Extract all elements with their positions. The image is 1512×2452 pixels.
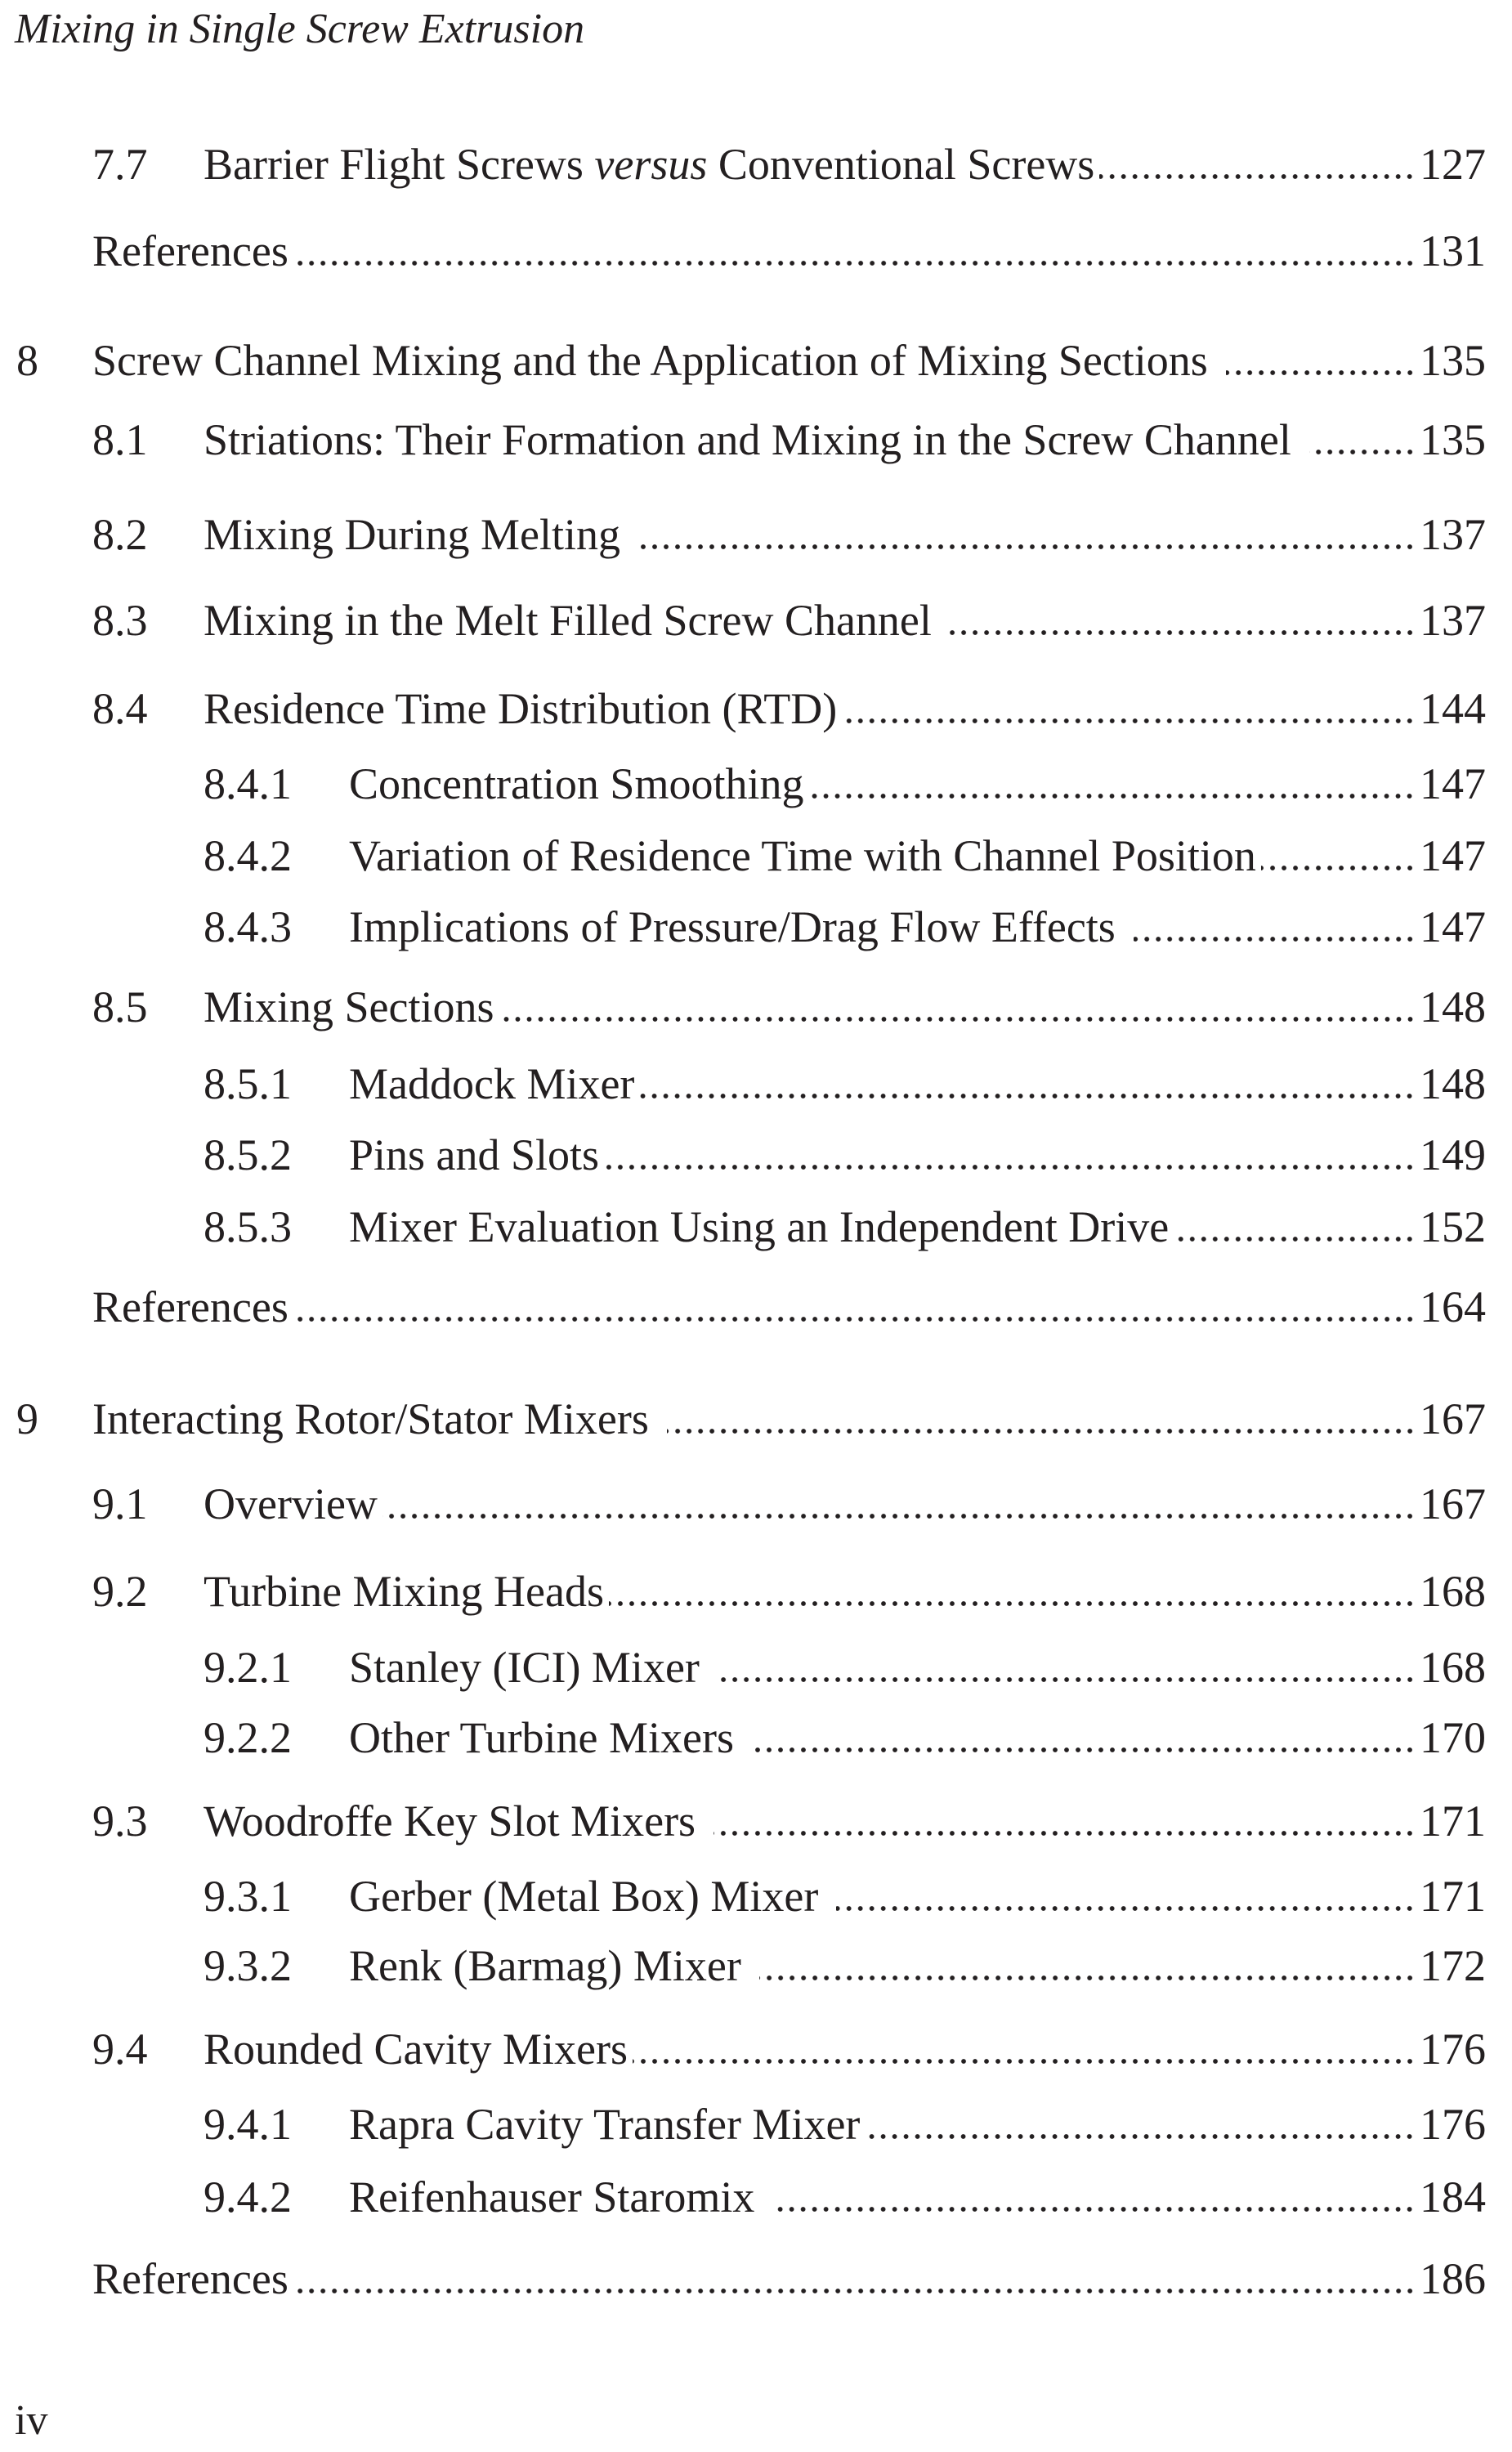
page-number: 168	[1420, 1567, 1486, 1616]
page-number: 147	[1420, 902, 1486, 951]
dot-leader	[1134, 934, 1416, 949]
dot-leader	[950, 628, 1416, 642]
subsection-number: 8.4.3	[204, 902, 292, 951]
section-number: 9.1	[92, 1479, 148, 1528]
chapter-title: Screw Channel Mixing and the Application of Mixing Sections	[92, 336, 1208, 385]
subsection-number: 8.4.2	[204, 831, 292, 880]
page-number: 176	[1420, 2025, 1486, 2074]
page-number: 184	[1420, 2172, 1486, 2222]
subsection-title: Gerber (Metal Box) Mixer	[349, 1872, 819, 1921]
subsection-title: Stanley (ICI) Mixer	[349, 1643, 700, 1692]
subsection-title: Maddock Mixer	[349, 1059, 635, 1108]
dot-leader	[1261, 863, 1416, 878]
section-number: 8.3	[92, 596, 148, 645]
section-title: References	[92, 2254, 289, 2303]
dot-leader	[638, 542, 1416, 557]
section-title: Turbine Mixing Heads	[204, 1567, 605, 1616]
page-number: 167	[1420, 1394, 1486, 1443]
section-number: 9.2	[92, 1567, 148, 1616]
page-number: 137	[1420, 596, 1486, 645]
toc-entry-9-3-2[interactable]	[204, 1941, 1486, 1990]
dot-leader	[772, 2204, 1416, 2219]
running-head: Mixing in Single Screw Extrusion	[15, 6, 585, 52]
section-number: 7.7	[92, 140, 148, 189]
section-number: 8.5	[92, 982, 148, 1031]
toc-entry-references[interactable]	[92, 2254, 1486, 2303]
section-title: Mixing Sections	[204, 982, 494, 1031]
page-number: 170	[1420, 1713, 1486, 1762]
subsection-title: Variation of Residence Time with Channel Position	[349, 831, 1256, 880]
section-title: Overview	[204, 1479, 378, 1528]
dot-leader	[667, 1426, 1416, 1441]
toc-entry-8-5-3[interactable]	[204, 1202, 1486, 1251]
dot-leader	[865, 2132, 1416, 2146]
page-number: 131	[1420, 226, 1486, 275]
dot-leader	[604, 1162, 1416, 1177]
subsection-number: 8.4.1	[204, 759, 292, 808]
dot-leader	[714, 1828, 1416, 1843]
subsection-number: 9.3.1	[204, 1872, 292, 1921]
section-title: References	[92, 226, 289, 275]
toc-entry-references[interactable]	[92, 1282, 1486, 1331]
subsection-title: Mixer Evaluation Using an Independent Drive	[349, 1202, 1170, 1251]
toc-entry-8-4[interactable]	[92, 684, 1486, 733]
dot-leader	[1099, 172, 1416, 186]
page-number: 168	[1420, 1643, 1486, 1692]
page-number: 144	[1420, 684, 1486, 733]
subsection-title: Renk (Barmag) Mixer	[349, 1941, 741, 1990]
section-number: 8.1	[92, 415, 148, 464]
page-number: 148	[1420, 982, 1486, 1031]
toc-entry-9-3-1[interactable]	[204, 1872, 1486, 1921]
title-part-italic: versus	[594, 140, 708, 189]
dot-leader	[293, 1314, 1416, 1329]
page-number: 176	[1420, 2100, 1486, 2149]
toc-entry-9-2-1[interactable]	[204, 1643, 1486, 1692]
dot-leader	[382, 1511, 1416, 1526]
dot-leader	[1226, 368, 1416, 383]
toc-entry-9-2[interactable]	[92, 1567, 1486, 1616]
toc-entry-9-1[interactable]	[92, 1479, 1486, 1528]
subsection-title: Implications of Pressure/Drag Flow Effects	[349, 902, 1116, 951]
subsection-title: Other Turbine Mixers	[349, 1713, 734, 1762]
page-number: 164	[1420, 1282, 1486, 1331]
toc-entry-8-4-3[interactable]	[204, 902, 1486, 951]
subsection-title: Rapra Cavity Transfer Mixer	[349, 2100, 861, 2149]
page-number: 186	[1420, 2254, 1486, 2303]
toc-entry-8-5-2[interactable]	[204, 1130, 1486, 1179]
section-title: Mixing in the Melt Filled Screw Channel	[204, 596, 932, 645]
page-number: 135	[1420, 336, 1486, 385]
page-number: 171	[1420, 1796, 1486, 1846]
dot-leader	[1309, 447, 1416, 462]
dot-leader	[752, 1745, 1416, 1760]
subsection-number: 9.2.2	[204, 1713, 292, 1762]
toc-entry-9-2-2[interactable]	[204, 1713, 1486, 1762]
subsection-number: 9.4.1	[204, 2100, 292, 2149]
toc-entry-references[interactable]	[92, 226, 1486, 275]
dot-leader	[293, 258, 1416, 273]
page-number: 147	[1420, 831, 1486, 880]
subsection-number: 8.5.1	[204, 1059, 292, 1108]
title-part: Barrier Flight Screws	[204, 140, 595, 189]
section-number: 9.4	[92, 2025, 148, 2074]
section-title: Woodroffe Key Slot Mixers	[204, 1796, 696, 1846]
dot-leader	[609, 1599, 1416, 1613]
toc-entry-8-4-2[interactable]	[204, 831, 1486, 880]
page-number: 137	[1420, 510, 1486, 559]
page-number: 171	[1420, 1872, 1486, 1921]
dot-leader	[759, 1973, 1416, 1988]
chapter-title: Interacting Rotor/Stator Mixers	[92, 1394, 649, 1443]
subsection-number: 9.2.1	[204, 1643, 292, 1692]
toc-entry-8-2[interactable]	[92, 512, 1486, 557]
page-folio: iv	[15, 2397, 48, 2444]
title-part: Conventional Screws	[707, 140, 1095, 189]
toc-entry-9-4[interactable]	[92, 2025, 1486, 2074]
dot-leader	[1174, 1234, 1416, 1249]
subsection-number: 8.5.3	[204, 1202, 292, 1251]
section-title: Striations: Their Formation and Mixing in the Screw Channel	[204, 415, 1291, 464]
section-title: Rounded Cavity Mixers	[204, 2025, 628, 2074]
subsection-title: Concentration Smoothing	[349, 759, 804, 808]
toc-chapter-8[interactable]	[16, 338, 1486, 383]
page-number: 149	[1420, 1130, 1486, 1179]
page-number: 172	[1420, 1941, 1486, 1990]
section-number: 8.2	[92, 510, 148, 559]
page-number: 147	[1420, 759, 1486, 808]
dot-leader	[808, 791, 1416, 806]
toc-entry-9-4-1[interactable]	[204, 2100, 1486, 2149]
toc-chapter-9[interactable]	[16, 1394, 1486, 1443]
section-title	[204, 140, 1095, 189]
toc-entry-8-3[interactable]	[92, 596, 1486, 645]
page-number: 135	[1420, 415, 1486, 464]
page-number: 167	[1420, 1479, 1486, 1528]
page-number: 127	[1420, 140, 1486, 189]
dot-leader	[639, 1091, 1416, 1106]
page-number: 152	[1420, 1202, 1486, 1251]
section-number: 8.4	[92, 684, 148, 733]
toc-entry-9-4-2[interactable]	[204, 2172, 1486, 2222]
section-number: 9.3	[92, 1796, 148, 1846]
subsection-title: Reifenhauser Staromix	[349, 2172, 755, 2222]
subsection-number: 8.5.2	[204, 1130, 292, 1179]
toc-entry-7-7[interactable]	[92, 140, 1486, 189]
dot-leader	[499, 1014, 1416, 1029]
chapter-number: 8	[16, 336, 38, 385]
subsection-title: Pins and Slots	[349, 1130, 600, 1179]
chapter-number: 9	[16, 1394, 38, 1443]
toc-entry-8-4-1[interactable]	[204, 759, 1486, 808]
toc-entry-8-1[interactable]	[92, 415, 1486, 464]
page-number: 148	[1420, 1059, 1486, 1108]
dot-leader	[718, 1675, 1416, 1689]
section-title: Mixing During Melting	[204, 510, 620, 559]
toc-entry-8-5-1[interactable]	[204, 1059, 1486, 1108]
dot-leader	[842, 716, 1416, 731]
subsection-number: 9.4.2	[204, 2172, 292, 2222]
dot-leader	[836, 1904, 1416, 1918]
subsection-number: 9.3.2	[204, 1941, 292, 1990]
toc-entry-8-5[interactable]	[92, 982, 1486, 1031]
dot-leader	[633, 2056, 1416, 2071]
section-title: Residence Time Distribution (RTD)	[204, 684, 838, 733]
section-title: References	[92, 1282, 289, 1331]
toc-entry-9-3[interactable]	[92, 1796, 1486, 1846]
dot-leader	[293, 2286, 1416, 2301]
